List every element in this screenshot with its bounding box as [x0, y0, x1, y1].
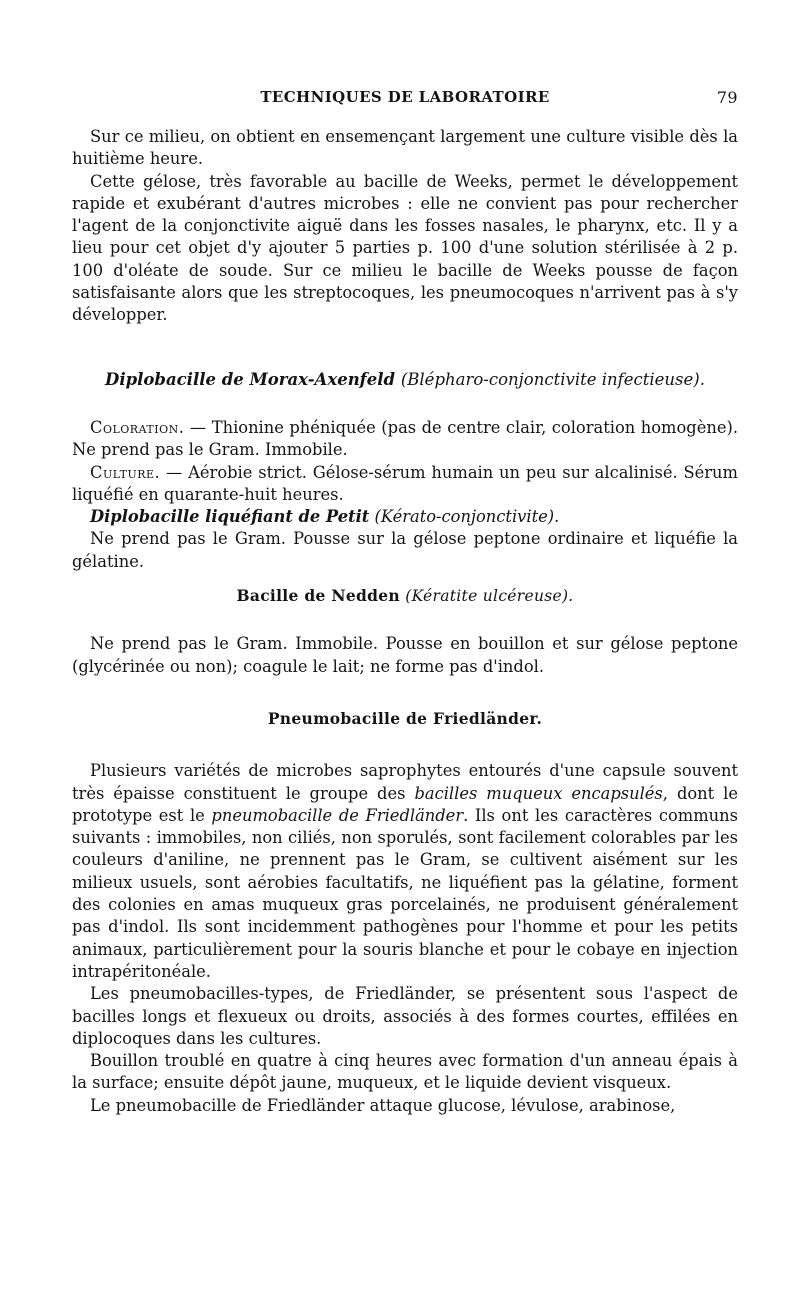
- intro-paragraph-1: Sur ce milieu, on obtient en ensemençant largement une culture visible dès la huitième heure.: [72, 127, 738, 169]
- friedlander-p1-emphasis-2: pneumobacille de Friedländer: [211, 805, 464, 825]
- coloration-label: Coloration.: [90, 417, 185, 437]
- friedlander-p1-emphasis-1: bacilles muqueux encapsulés: [414, 783, 663, 803]
- running-title: TECHNIQUES DE LABORATOIRE: [260, 88, 550, 106]
- intro-paragraph-2: Cette gélose, très favorable au bacille de Weeks, permet le développement rapide et exubérant d'autres microbes : elle ne convient pas pour rechercher l'agent de la conjonctivite aiguë dans les fosses nasales, le pharynx, etc. Il y a lieu pour cet objet d'y ajouter 5 parties p. 100 d'une solution stérilisée à 2 p. 100 d'oléate de soude. Sur ce milieu le bacille de Weeks pousse de façon satisfaisante alors que les streptocoques, les pneumocoques n'arrivent pas à s'y développer.: [72, 171, 738, 325]
- running-head: [72, 88, 738, 114]
- friedlander-p1-part-b: , dont le prototype est le: [72, 783, 738, 825]
- culture-paragraph: [72, 462, 738, 507]
- nedden-heading-title: Bacille de Nedden: [236, 586, 400, 606]
- section-heading-friedlander: Pneumobacille de Friedländer.: [267, 708, 543, 728]
- section-heading-nedden: [72, 585, 738, 607]
- page-number: 79: [716, 88, 738, 107]
- book-page: [72, 88, 738, 1117]
- friedlander-paragraph-4: Le pneumobacille de Friedländer attaque glucose, lévulose, arabinose,: [90, 1095, 676, 1115]
- friedlander-paragraph-2: Les pneumobacilles-types, de Friedländer, se présentent sous l'aspect de bacilles longs et flexueux ou droits, associés à des formes courtes, effilées en diplocoques dans les cultures.: [72, 984, 738, 1048]
- friedlander-paragraph-3: Bouillon troublé en quatre à cinq heures avec formation d'un anneau épais à la surface; ensuite dépôt jaune, muqueux, et le liquide devient visqueux.: [72, 1051, 738, 1093]
- petit-heading-title: Diplobacille liquéfiant de Petit: [90, 507, 370, 527]
- morax-heading-title: Diplobacille de Morax-Axenfeld: [105, 369, 396, 389]
- morax-heading-subtitle: (Blépharo-conjonctivite infectieuse).: [400, 369, 705, 389]
- friedlander-p1-part-c: . Ils ont les caractères communs suivants : immobiles, non ciliés, non sporulés, sont facilement colorables par les couleurs d'aniline, ne prennent pas le Gram, se cultivent aisément sur les milieux usuels, sont aérobies facultatifs, ne liquéfient pas la gélatine, forment des colonies en amas muqueux gras porcelainés, ne produisent généralement pas d'indol. Ils sont incidemment pathogènes pour l'homme et pour les petits animaux, particulièrement pour la souris blanche et pour le cobaye en injection intrapéritonéale.: [72, 805, 738, 981]
- nedden-heading-subtitle: (Kératite ulcéreuse).: [400, 587, 574, 606]
- petit-paragraph: Ne prend pas le Gram. Pousse sur la gélose peptone ordinaire et liquéfie la gélatine.: [72, 529, 738, 571]
- culture-label: Culture.: [90, 462, 161, 482]
- coloration-paragraph: [72, 417, 738, 462]
- culture-text: — Aérobie strict. Gélose-sérum humain un peu sur alcalinisé. Sérum liquéfié en quarante-huit heures.: [72, 462, 738, 504]
- friedlander-paragraph-1: [72, 760, 738, 983]
- body-text: [72, 126, 738, 1117]
- petit-heading-subtitle: (Kérato-conjonctivite).: [369, 507, 560, 527]
- friedlander-p1-part-a: Plusieurs variétés de microbes saprophytes entourés d'une capsule souvent très épaisse constituent le groupe des: [72, 761, 738, 803]
- coloration-text: — Thionine phéniquée (pas de centre clair, coloration homogène). Ne prend pas le Gram. Immobile.: [72, 417, 738, 460]
- petit-heading: [72, 506, 738, 528]
- section-heading-morax: [72, 369, 738, 391]
- nedden-paragraph: Ne prend pas le Gram. Immobile. Pousse en bouillon et sur gélose peptone (glycérinée ou non); coagule le lait; ne forme pas d'indol.: [72, 634, 738, 676]
